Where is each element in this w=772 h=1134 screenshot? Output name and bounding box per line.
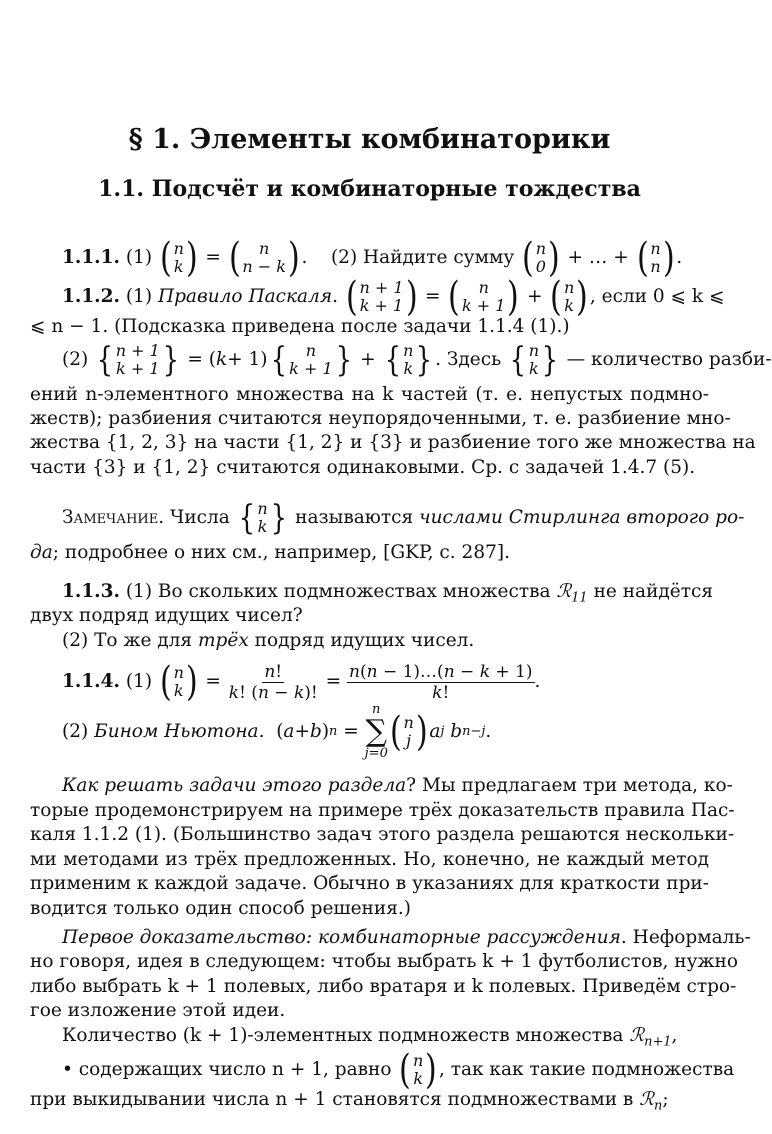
problem-1-1-1: 1.1.1. (1) ( n k ) = ( n n − k ) . (2) Найдите сумму ( n 0 ) + … + ( n n ) .	[62, 235, 683, 281]
text-line: ми методами из трёх предложенных. Но, конечно, не каждый метод	[30, 849, 709, 870]
remark-italic: числами Стирлинга второго ро-	[419, 507, 745, 528]
problem-number: 1.1.4.	[62, 671, 120, 692]
problem-1-1-2-part2: (2) { n + 1 k + 1 } = ( k + 1) { n k + 1 } + { n k } . Здесь { n k } — количество разби-	[62, 340, 772, 380]
remark-text: Числа	[170, 507, 230, 528]
binomial: ( n 0 )	[522, 235, 560, 281]
problem-text: (2) То же для	[62, 630, 193, 651]
remark-text: ; подробнее о них см., например, [GKP, с. 287].	[52, 542, 510, 563]
text-line: но говоря, идея в следующем: чтобы выбрать k + 1 футболистов, нужно	[30, 951, 738, 972]
text-line: торые продемонстрируем на примере трёх доказательств правила Пас-	[30, 800, 735, 821]
binomial: ( n k + 1 )	[448, 274, 520, 320]
stirling-number: { n k + 1 }	[270, 340, 352, 380]
remark	[62, 498, 745, 538]
body-text: при выкидывании числа n + 1 становятся подмножествами в	[30, 1089, 634, 1110]
text-line	[62, 629, 709, 653]
text-line: жеств); разбиения считаются неупорядоченными, т. е. разбиение мно-	[30, 408, 731, 429]
binomial: ( n k )	[399, 1047, 438, 1093]
problem-text: подряд идущих чисел.	[254, 630, 475, 651]
problem-1-1-4: 1.1.4. (1) ( n k ) = $\frac{n!}{k! (n - k)!}$ = $\frac{n(n - 1)\dots(n - k + 1)}{k!}$ .	[62, 659, 541, 705]
here-text: . Здесь	[435, 349, 502, 370]
newton-binomial: (2) Бином Ньютона . ( a + b ) n = n ∑ j=0 ( n j ) a j b n−j .	[62, 702, 492, 761]
dash-text: — количество разби-	[566, 349, 772, 370]
problem-1-1-2: 1.1.2. (1) Правило Паскаля . ( n + 1 k + 1 ) = ( n k + 1 ) + ( n k ) , если 0 ⩽ k ⩽	[62, 274, 725, 320]
text-line	[62, 774, 733, 798]
remark-text: называются	[295, 507, 414, 528]
stirling-number: { n + 1 k + 1 }	[96, 340, 179, 380]
body-italic: Как решать задачи этого раздела	[62, 775, 407, 796]
bullet-line	[62, 1047, 735, 1093]
problem-1-1-3: 1.1.3. (1) Во скольких подмножествах множества ℛ$_{11}$ не найдётся	[62, 581, 714, 606]
part-label: (2)	[62, 721, 89, 742]
binomial: ( n + 1 k + 1 )	[345, 274, 418, 320]
problem-number: 1.1.3.	[62, 581, 120, 602]
text-line: Количество (k + 1)-элементных подмножеств множества ℛ$_{n+1}$,	[62, 1025, 678, 1050]
body-text: Количество (k + 1)-элементных подмножеств множества	[62, 1025, 624, 1046]
text-line: части {3} и {1, 2} считаются одинаковыми. Ср. с задачей 1.4.7 (5).	[30, 457, 696, 478]
binomial: ( n n )	[636, 235, 675, 281]
problem-text: не найдётся	[593, 581, 714, 602]
text-line	[30, 541, 709, 565]
fraction: $\frac{n!}{k! (n - k)!}$	[228, 661, 318, 703]
text-line: ений n-элементного множества на k частей (т. е. непустых подмно-	[30, 384, 709, 405]
text-line: жества {1, 2, 3} на части {1, 2} и {3} и разбиение того же множества на	[30, 432, 756, 453]
binomial: ( n n − k )	[228, 235, 300, 281]
text-line	[62, 926, 751, 950]
text-line: гое изложение этой идеи.	[30, 1000, 286, 1021]
problem-text: (1) Во скольких подмножествах множества	[125, 581, 551, 602]
part-label: (1)	[125, 247, 153, 268]
dots: + … +	[567, 247, 629, 268]
problem-number: 1.1.2.	[62, 286, 120, 307]
body-text: • содержащих число n + 1, равно	[62, 1059, 392, 1080]
fraction: $\frac{n(n - 1)\dots(n - k + 1)}{k!}$	[349, 661, 533, 703]
text-line: ⩽ n − 1. (Подсказка приведена после задачи 1.1.4 (1).)	[30, 316, 570, 337]
remark-italic: да	[30, 542, 53, 563]
binomial: ( n j )	[389, 709, 428, 755]
stirling-number: { n k }	[384, 340, 433, 380]
part-text: (2) Найдите сумму	[330, 247, 515, 268]
stirling-number: { n k }	[509, 340, 558, 380]
binomial: ( n k )	[550, 274, 588, 320]
body-text: ? Мы предлагаем три метода, ко-	[406, 775, 733, 796]
remark-label: Замечание.	[62, 507, 165, 528]
body-italic: Первое доказательство: комбинаторные рассуждения	[62, 927, 621, 948]
binomial: ( n k )	[159, 659, 198, 705]
problem-number: 1.1.1.	[62, 247, 120, 268]
text-line: применим к каждой задаче. Обычно в указаниях для краткости при-	[30, 873, 709, 894]
part-label: (1)	[125, 671, 153, 692]
text-line: двух подряд идущих чисел?	[30, 605, 303, 626]
problem-italic: трёх	[198, 630, 249, 651]
pascal-rule: Правило Паскаля	[157, 286, 333, 307]
body-text: , так как такие подмножества	[438, 1059, 735, 1080]
subsection-title: 1.1. Подсчёт и комбинаторные тождества	[98, 176, 641, 202]
part-label: (2)	[62, 349, 89, 370]
section-title: § 1. Элементы комбинаторики	[128, 124, 611, 155]
part-label: (1)	[125, 286, 153, 307]
binomial: ( n k )	[159, 235, 198, 281]
body-text: . Неформаль-	[620, 927, 751, 948]
sum-operator: n ∑ j=0	[364, 702, 388, 761]
text-line: водится только один способ решения.)	[30, 898, 411, 919]
condition: , если 0 ⩽ k ⩽	[589, 286, 725, 307]
stirling-number: { n k }	[238, 498, 287, 538]
text-line: либо выбрать k + 1 полевых, либо вратаря и k полевых. Приведём стро-	[30, 976, 737, 997]
text-line: при выкидывании числа n + 1 становятся подмножествами в ℛ$_n$;	[30, 1089, 669, 1114]
text-line: каля 1.1.2 (1). (Большинство задач этого раздела решаются нескольки-	[30, 824, 735, 845]
newton-title: Бином Ньютона	[94, 721, 259, 742]
